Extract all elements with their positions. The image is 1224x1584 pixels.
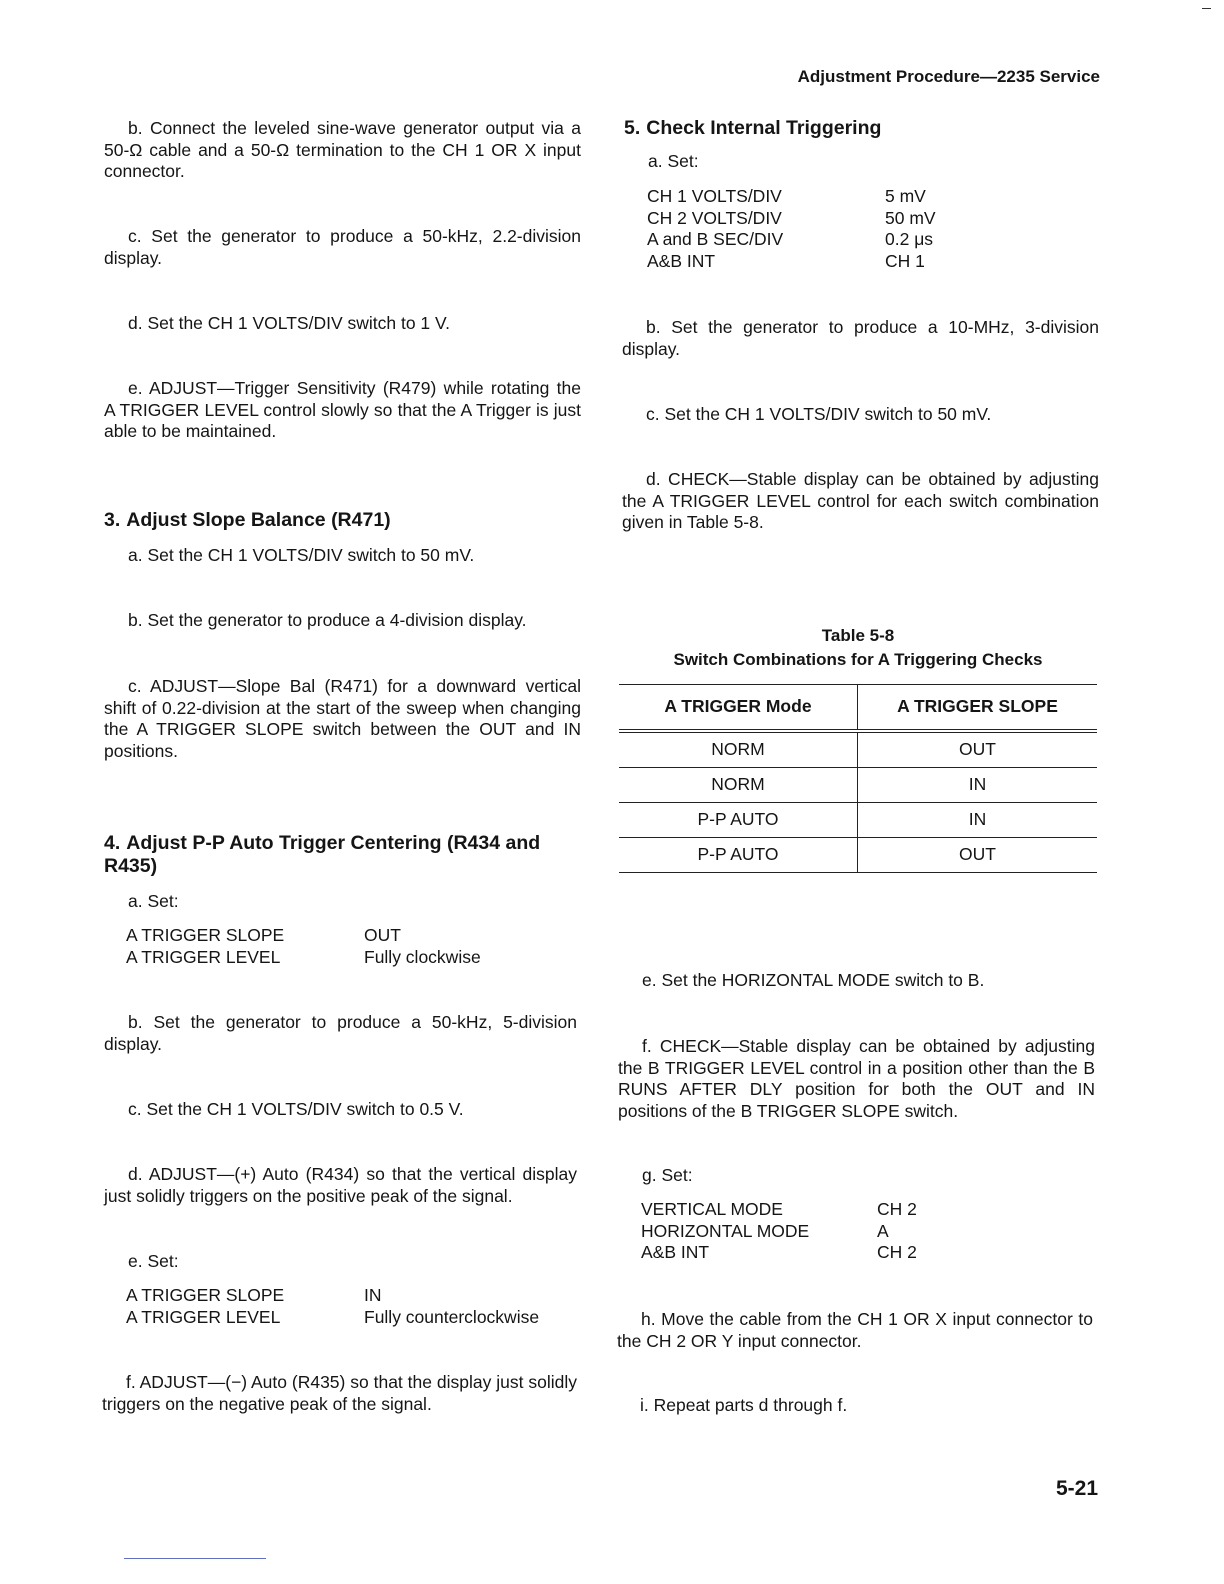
step-5g-settings [641, 1199, 1095, 1264]
setting-value: A [877, 1220, 889, 1241]
page-number: 5-21 [1055, 1477, 1098, 1500]
setting-name: A TRIGGER LEVEL [126, 946, 281, 967]
setting-name: HORIZONTAL MODE [641, 1220, 810, 1241]
step-5b-text: b. Set the generator to produce a 10-MHz, 3-division display. [622, 317, 1099, 359]
step-4f-text: f. ADJUST—(−) Auto (R435) so that the display just solidly triggers on the negative peak of the signal. [102, 1372, 577, 1414]
footer-rule [124, 1558, 266, 1559]
table-5-8-title: Switch Combinations for A Triggering Checks [673, 650, 1043, 669]
setting-value: OUT [364, 925, 401, 945]
step-4d-text: d. ADJUST—(+) Auto (R434) so that the vertical display just solidly triggers on the positive peak of the signal. [104, 1164, 577, 1206]
column-header: A TRIGGER Mode [619, 685, 858, 732]
step-5g-text: g. Set: [642, 1165, 693, 1185]
table-row [619, 768, 1097, 803]
step-5a-settings [647, 186, 1099, 272]
step-5h-text: h. Move the cable from the CH 1 OR X input connector to the CH 2 OR Y input connector. [617, 1309, 1093, 1351]
switch-combinations-table [619, 684, 1097, 873]
table-cell: IN [858, 768, 1098, 803]
step-3-title: Adjust Slope Balance (R471) [126, 509, 391, 531]
step-5i-text: i. Repeat parts d through f. [640, 1395, 848, 1415]
step-4b-text: b. Set the generator to produce a 50-kHz, 5-division display. [104, 1012, 577, 1054]
step-4e-settings [126, 1285, 581, 1328]
step-2b-text: b. Connect the leveled sine-wave generator output via a 50-Ω cable and a 50-Ω termination to the CH 1 OR X input connector. [104, 118, 581, 181]
step-3-heading [104, 509, 581, 532]
step-3b-text: b. Set the generator to produce a 4-division display. [128, 610, 527, 630]
setting-value: CH 2 [877, 1199, 917, 1219]
setting-value: 0.2 μs [885, 229, 934, 249]
step-4a-settings [126, 925, 581, 968]
table-cell: OUT [858, 731, 1098, 768]
step-4e-text: e. Set: [128, 1251, 179, 1271]
step-3c-text: c. ADJUST—Slope Bal (R471) for a downward vertical shift of 0.22-division at the start of the sweep when changing the A TRIGGER SLOPE switch between the OUT and IN positions. [104, 676, 581, 761]
step-4a-text: a. Set: [128, 891, 179, 911]
table-header-row [619, 685, 1097, 732]
setting-name: A&B INT [641, 1242, 710, 1262]
step-2e-text: e. ADJUST—Trigger Sensitivity (R479) while rotating the A TRIGGER LEVEL control slowly so that the A Trigger is just able to be maintained. [104, 378, 581, 441]
step-4-number: 4. [104, 832, 121, 854]
table-row [619, 731, 1097, 768]
step-5-number: 5. [624, 117, 641, 139]
setting-name: A TRIGGER SLOPE [126, 1285, 285, 1305]
step-5-title: Check Internal Triggering [646, 117, 882, 139]
step-3a-text: a. Set the CH 1 VOLTS/DIV switch to 50 mV. [128, 545, 475, 565]
setting-name: CH 2 VOLTS/DIV [647, 207, 782, 228]
table-5-8-number: Table 5-8 [821, 626, 895, 645]
step-5d-text: d. CHECK—Stable display can be obtained by adjusting the A TRIGGER LEVEL control for each switch combination given in Table 5-8. [622, 469, 1099, 532]
setting-name: A&B INT [647, 250, 716, 271]
setting-value: CH 1 [885, 250, 925, 271]
table-row [619, 803, 1097, 838]
column-header: A TRIGGER SLOPE [858, 685, 1098, 732]
running-header: Adjustment Procedure—2235 Service [797, 67, 1100, 86]
table-row [619, 838, 1097, 873]
step-4c-text: c. Set the CH 1 VOLTS/DIV switch to 0.5 V. [128, 1099, 464, 1119]
setting-value: 5 mV [885, 186, 926, 206]
step-5c-text: c. Set the CH 1 VOLTS/DIV switch to 50 mV. [646, 404, 992, 424]
setting-name: A TRIGGER LEVEL [126, 1306, 281, 1327]
step-5f-text: f. CHECK—Stable display can be obtained by adjusting the B TRIGGER LEVEL control in a position other than the B RUNS AFTER DLY position for both the OUT and IN positions of the B TRIGGER SLOPE switch. [618, 1036, 1095, 1121]
table-cell: IN [858, 803, 1098, 838]
step-3-number: 3. [104, 509, 121, 531]
table-cell: P-P AUTO [619, 838, 858, 873]
setting-value: Fully counterclockwise [364, 1306, 540, 1327]
setting-value: 50 mV [885, 207, 936, 228]
table-cell: NORM [619, 768, 858, 803]
setting-value: IN [364, 1285, 382, 1305]
table-cell: OUT [858, 838, 1098, 873]
step-2d-text: d. Set the CH 1 VOLTS/DIV switch to 1 V. [128, 313, 450, 333]
page-edge-mark [1202, 8, 1211, 9]
setting-name: A and B SEC/DIV [647, 229, 784, 249]
setting-value: CH 2 [877, 1242, 917, 1262]
setting-name: CH 1 VOLTS/DIV [647, 186, 782, 206]
step-4-title: Adjust P-P Auto Trigger Centering (R434 and R435) [104, 832, 541, 877]
setting-value: Fully clockwise [364, 946, 481, 967]
setting-name: A TRIGGER SLOPE [126, 925, 285, 945]
step-5e-text: e. Set the HORIZONTAL MODE switch to B. [642, 970, 985, 990]
table-cell: P-P AUTO [619, 803, 858, 838]
step-5a-text: a. Set: [648, 151, 699, 171]
step-2c-text: c. Set the generator to produce a 50-kHz, 2.2-division display. [104, 226, 581, 268]
step-5-heading [624, 117, 1099, 140]
step-4-heading [104, 832, 574, 878]
setting-name: VERTICAL MODE [641, 1199, 783, 1219]
table-cell: NORM [619, 731, 858, 768]
